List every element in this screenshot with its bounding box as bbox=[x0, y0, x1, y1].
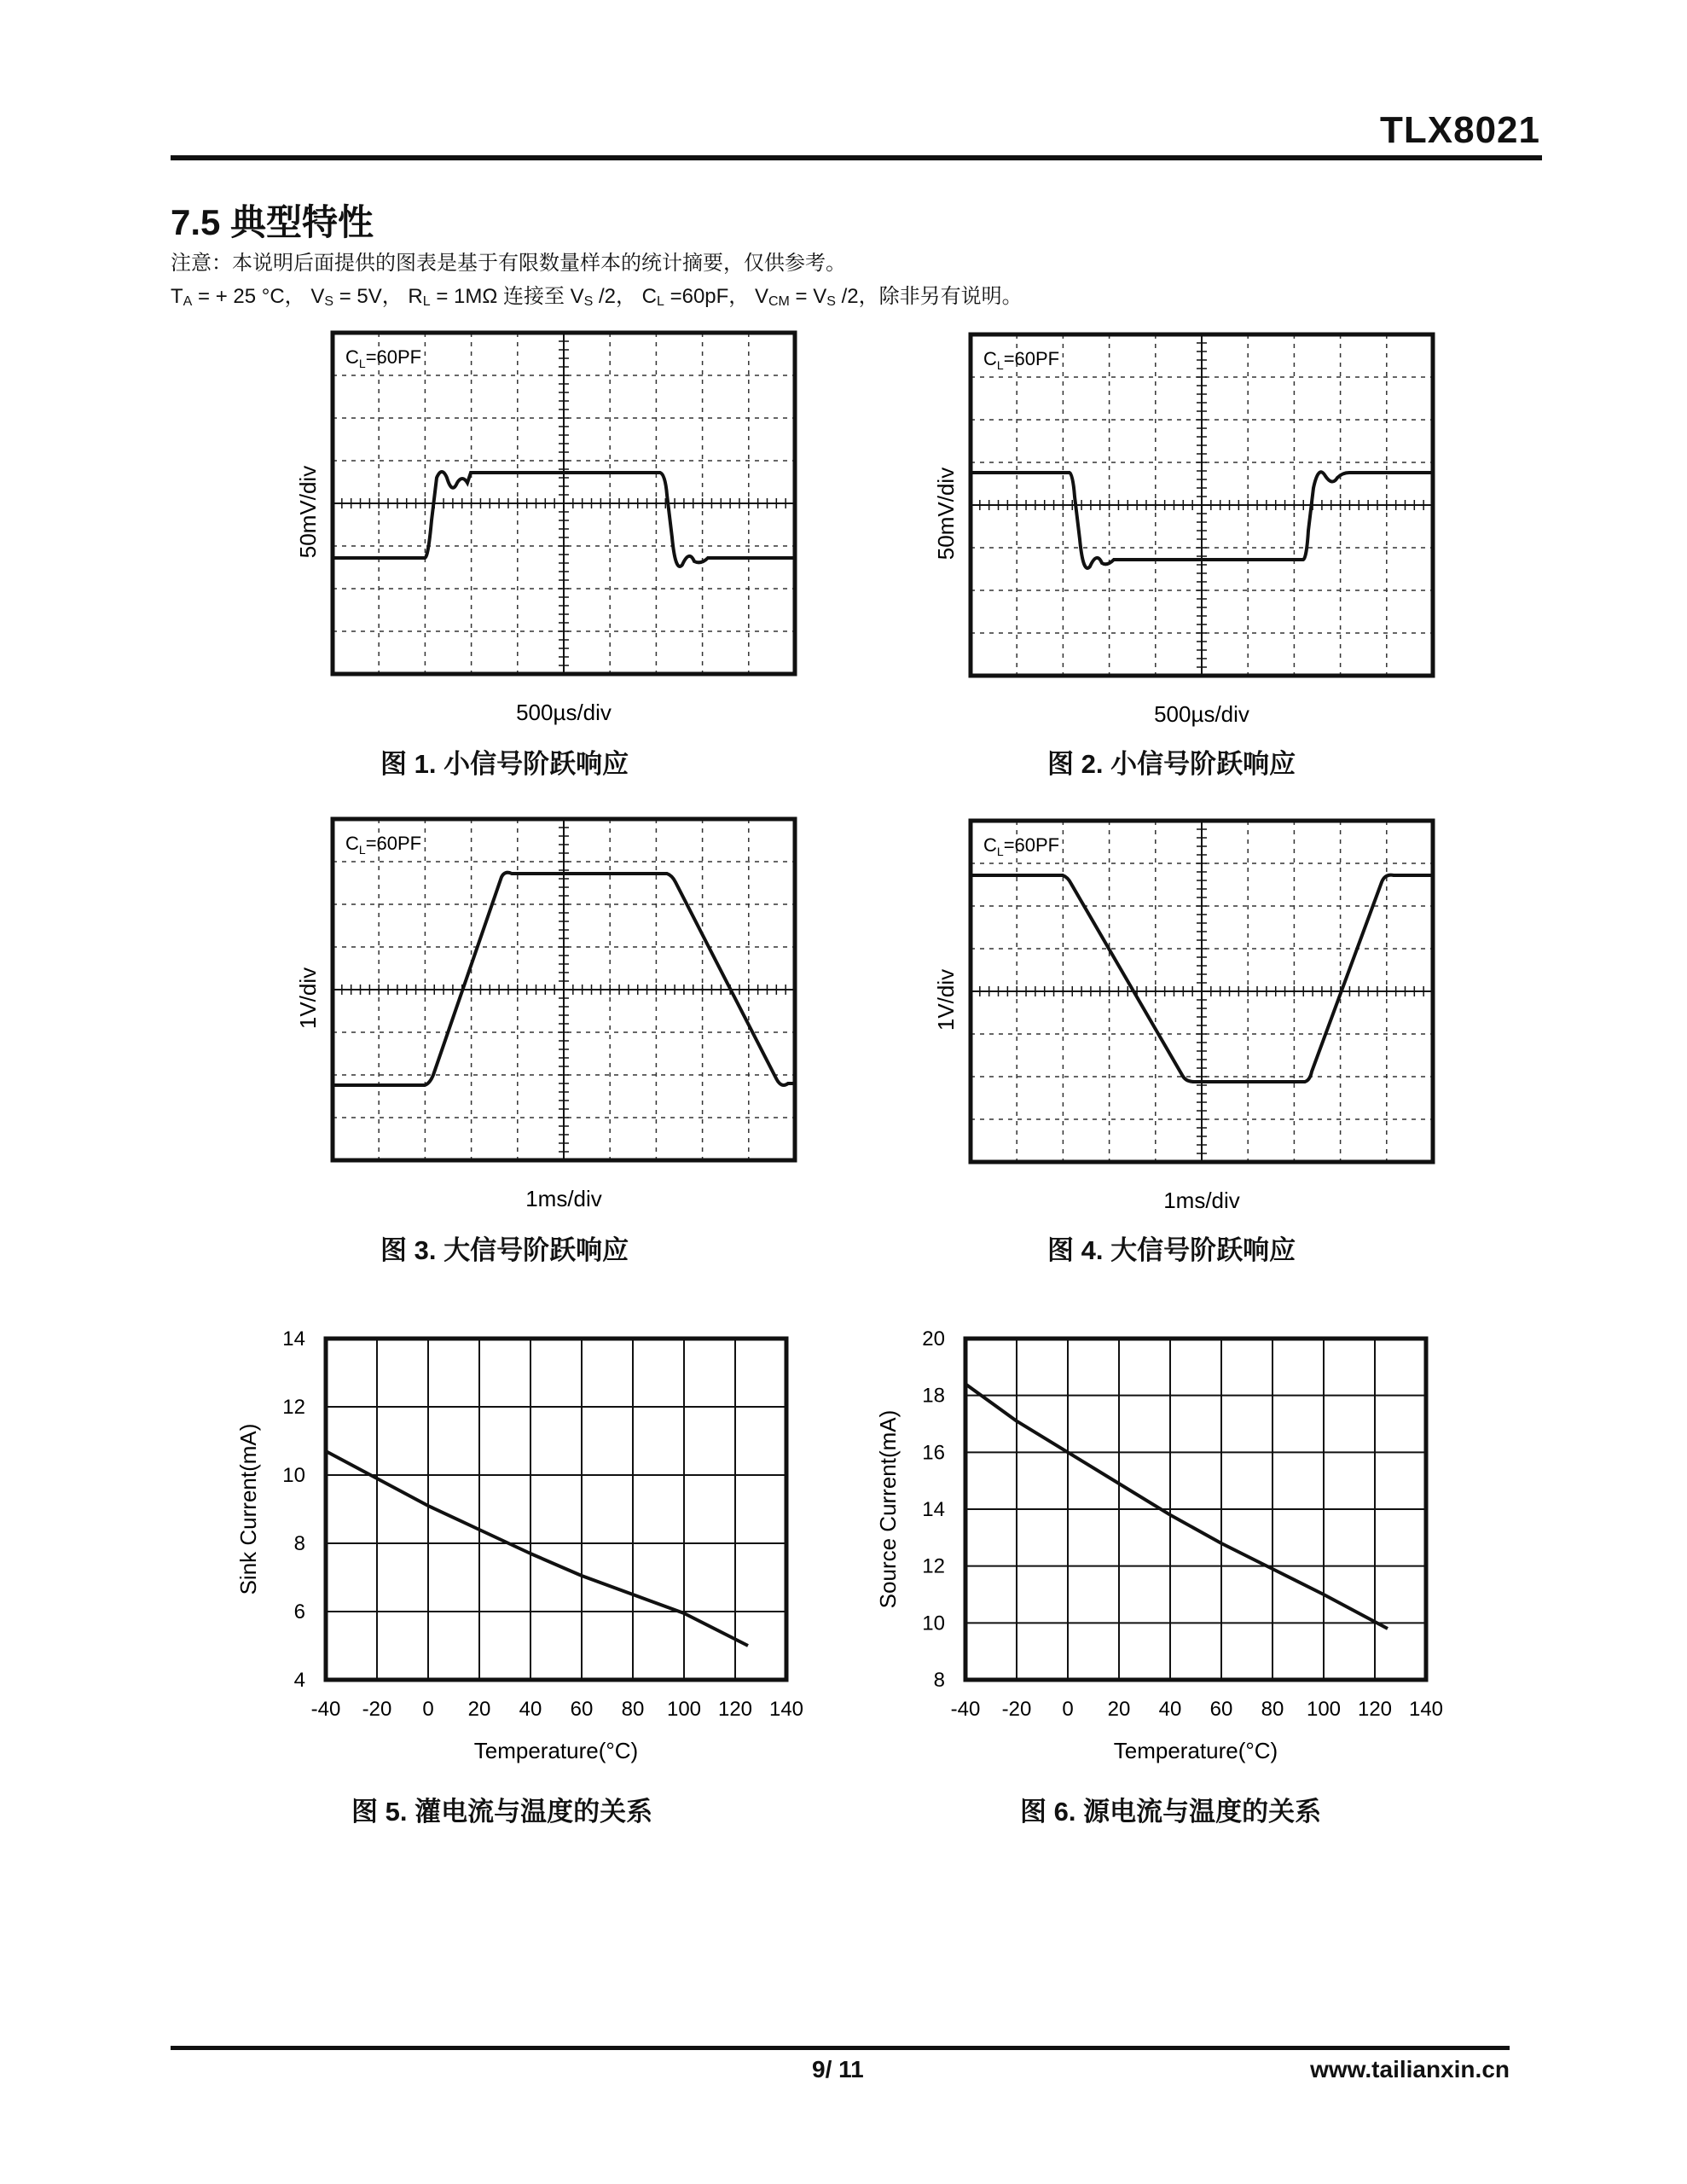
scope-ylabel: 1V/div bbox=[295, 967, 321, 1030]
y-tick-label: 8 bbox=[933, 1669, 945, 1692]
x-tick-label: -40 bbox=[310, 1698, 341, 1721]
figure-2-caption: 图 2. 小信号阶跃响应 bbox=[1047, 749, 1296, 779]
figure-3-caption: 图 3. 大信号阶跃响应 bbox=[380, 1235, 629, 1265]
scope-figure-2 bbox=[928, 334, 1457, 727]
y-axis-label: Sink Current(mA) bbox=[235, 1423, 261, 1595]
figure-6-caption: 图 6. 源电流与温度的关系 bbox=[1020, 1797, 1322, 1827]
x-axis-label: Temperature(°C) bbox=[473, 1738, 639, 1763]
scope-ylabel: 50mV/div bbox=[933, 467, 959, 561]
figure-5-caption: 图 5. 灌电流与温度的关系 bbox=[351, 1797, 653, 1827]
x-tick-label: -20 bbox=[362, 1698, 392, 1721]
x-tick-label: 0 bbox=[422, 1698, 434, 1721]
x-tick-label: 100 bbox=[666, 1698, 702, 1721]
x-tick-label: 120 bbox=[1357, 1698, 1393, 1721]
test-conditions: $T_A$ = + 25 °C， $V_S = 5V$， $R_L = 1M\Omega$ 连接至 $V_S$ /2， $C_L =60pF$， $V_{CM} = V_S$ /2，除非另有说明。 bbox=[171, 285, 1023, 309]
scope-cl-label: $C_L=60PF$ bbox=[983, 834, 1060, 858]
x-tick-label: 120 bbox=[717, 1698, 753, 1721]
y-tick-label: 20 bbox=[922, 1327, 945, 1350]
y-tick-label: 6 bbox=[293, 1600, 305, 1623]
scope-cl-label: $C_L=60PF$ bbox=[345, 346, 422, 370]
x-tick-label: 0 bbox=[1062, 1698, 1074, 1721]
scope-cl-label: $C_L=60PF$ bbox=[345, 833, 422, 857]
x-tick-label: 60 bbox=[570, 1698, 594, 1721]
x-tick-label: 40 bbox=[519, 1698, 542, 1721]
y-tick-label: 4 bbox=[293, 1669, 305, 1692]
y-tick-label: 14 bbox=[282, 1327, 305, 1350]
note-text: 注意：本说明后面提供的图表是基于有限数量样本的统计摘要，仅供参考。 bbox=[171, 252, 846, 275]
x-tick-label: 60 bbox=[1209, 1698, 1233, 1721]
y-tick-label: 10 bbox=[922, 1612, 945, 1635]
scope-cl-label: $C_L=60PF$ bbox=[983, 348, 1060, 372]
scope-ylabel: 50mV/div bbox=[295, 465, 321, 559]
scope-ylabel: 1V/div bbox=[933, 968, 959, 1031]
x-tick-label: 40 bbox=[1158, 1698, 1182, 1721]
y-tick-label: 8 bbox=[293, 1532, 305, 1555]
y-tick-label: 10 bbox=[282, 1464, 305, 1487]
x-tick-label: -40 bbox=[950, 1698, 981, 1721]
scope-figure-3 bbox=[290, 819, 819, 1211]
y-tick-label: 16 bbox=[922, 1441, 945, 1465]
figure-4-caption: 图 4. 大信号阶跃响应 bbox=[1047, 1235, 1296, 1265]
page-number: 9/ 11 bbox=[812, 2056, 864, 2082]
y-tick-label: 18 bbox=[922, 1384, 945, 1408]
y-tick-label: 12 bbox=[922, 1554, 945, 1578]
scope-xlabel: 500µs/div bbox=[1154, 701, 1249, 727]
section-title: 7.5 典型特性 bbox=[171, 202, 374, 242]
scope-xlabel: 1ms/div bbox=[1163, 1188, 1240, 1213]
footer-rule bbox=[171, 2046, 1510, 2050]
y-axis-label: Source Current(mA) bbox=[875, 1409, 901, 1609]
footer-url: www.tailianxin.cn bbox=[1310, 2056, 1510, 2082]
scope-grid bbox=[333, 333, 795, 674]
scope-grid bbox=[971, 821, 1433, 1162]
scope-grid bbox=[971, 334, 1433, 676]
x-tick-label: 20 bbox=[467, 1698, 491, 1721]
scope-figure-4 bbox=[928, 821, 1457, 1213]
y-tick-label: 12 bbox=[282, 1396, 305, 1419]
source-current-chart bbox=[870, 1327, 1484, 1787]
x-tick-label: 80 bbox=[621, 1698, 645, 1721]
scope-xlabel: 1ms/div bbox=[525, 1186, 602, 1211]
scope-figure-1 bbox=[290, 333, 819, 725]
y-tick-label: 14 bbox=[922, 1498, 945, 1521]
sink-current-chart bbox=[230, 1327, 844, 1787]
x-tick-label: 20 bbox=[1107, 1698, 1131, 1721]
x-tick-label: -20 bbox=[1001, 1698, 1032, 1721]
x-tick-label: 140 bbox=[1408, 1698, 1444, 1721]
scope-xlabel: 500µs/div bbox=[516, 700, 612, 725]
header-title: TLX8021 bbox=[1380, 109, 1540, 151]
figure-1-caption: 图 1. 小信号阶跃响应 bbox=[380, 749, 629, 779]
scope-grid bbox=[333, 819, 795, 1160]
x-axis-label: Temperature(°C) bbox=[1113, 1738, 1278, 1763]
x-tick-label: 80 bbox=[1261, 1698, 1284, 1721]
x-tick-label: 100 bbox=[1306, 1698, 1342, 1721]
header-rule bbox=[171, 155, 1542, 160]
x-tick-label: 140 bbox=[768, 1698, 804, 1721]
